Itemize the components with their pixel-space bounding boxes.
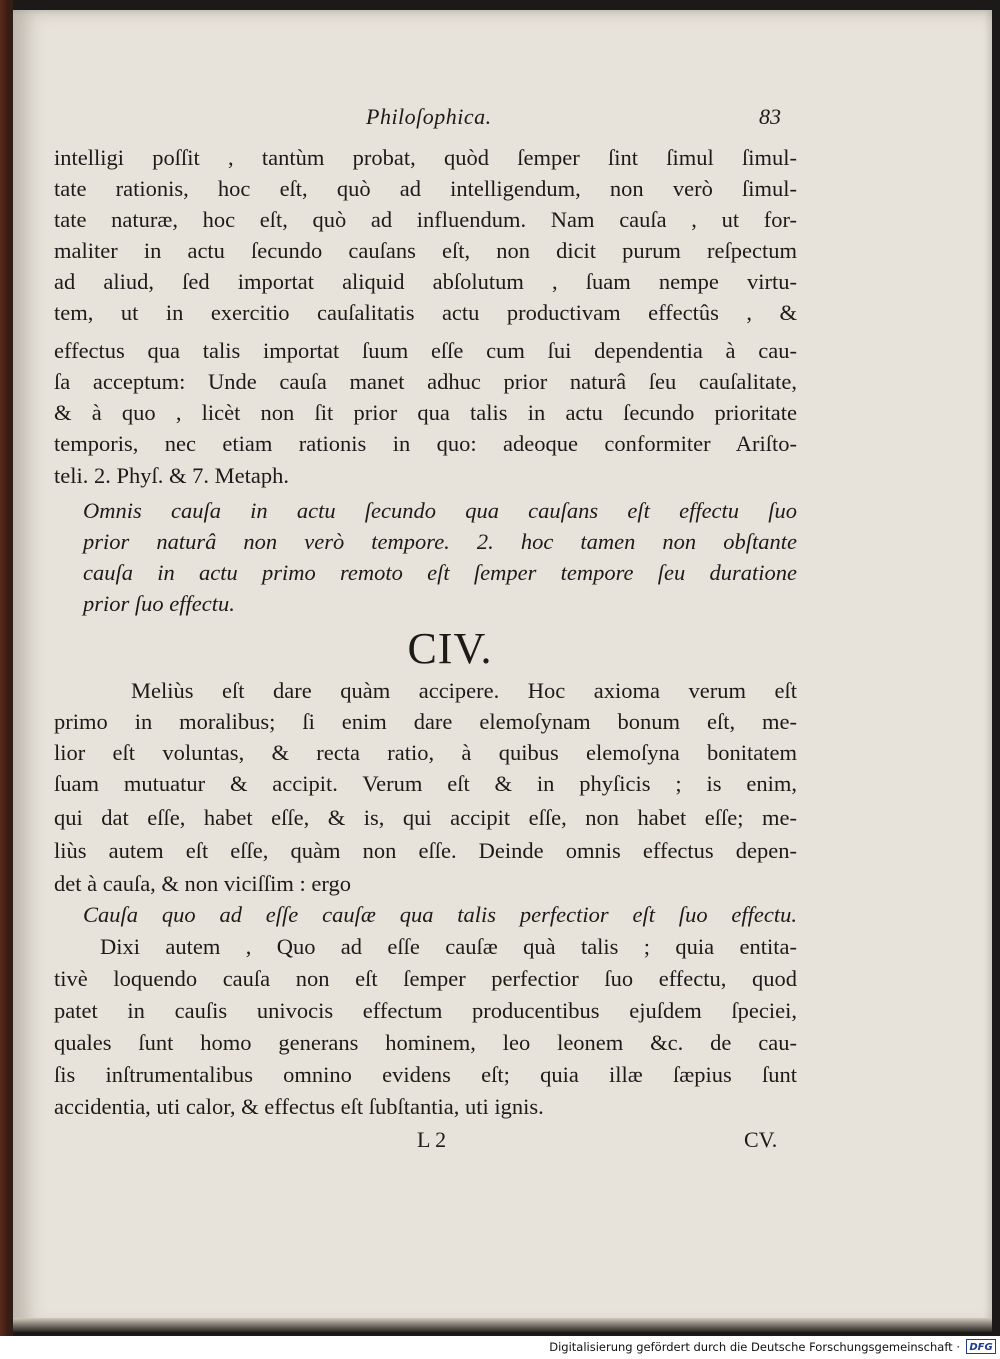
section-heading: CIV.: [407, 624, 493, 673]
text-line: quales ſunt homo generans hominem, leo leonem &c. de cau-: [54, 1030, 797, 1055]
text-line: maliter in actu ſecundo cauſans eſt, non dicit purum reſpectum: [54, 238, 797, 263]
page-number: 83: [759, 104, 781, 129]
text-line: patet in cauſis univocis effectum producentibus ejuſdem ſpeciei,: [54, 998, 797, 1023]
text-line: teli. 2. Phyſ. & 7. Metaph.: [54, 463, 289, 488]
text-line: accidentia, uti calor, & effectus eſt ſubſtantia, uti ignis.: [54, 1094, 544, 1119]
text-line: intelligi poſſit , tantùm probat, quòd ſemper ſint ſimul ſimul-: [54, 145, 797, 170]
text-line: tivè loquendo cauſa non eſt ſemper perfectior ſuo effectu, quod: [54, 966, 797, 991]
text-line: Meliùs eſt dare quàm accipere. Hoc axioma verum eſt: [131, 678, 797, 703]
text-line: Dixi autem , Quo ad eſſe cauſæ quà talis ; quia entita-: [100, 934, 797, 959]
running-head: Philoſophica.: [366, 104, 492, 129]
catchword: CV.: [744, 1127, 778, 1152]
text-line: effectus qua talis importat ſuum eſſe cum ſui dependentia à cau-: [54, 338, 797, 363]
text-line: tate naturæ, hoc eſt, quò ad influendum. Nam cauſa , ut for-: [54, 207, 797, 232]
book-binding-edge: [0, 0, 13, 1359]
text-line: temporis, nec etiam rationis in quo: adeoque conformiter Ariſto-: [54, 431, 797, 456]
text-line: det à cauſa, & non viciſſim : ergo: [54, 871, 352, 896]
text-line: lior eſt voluntas, & recta ratio, à quibus elemoſyna bonitatem: [54, 740, 797, 765]
credit-text: Digitalisierung gefördert durch die Deutsche Forschungsgemeinschaft ·: [549, 1340, 960, 1354]
text-line: liùs autem eſt eſſe, quàm non eſſe. Deinde omnis effectus depen-: [54, 838, 797, 863]
conclusion-line: prior naturâ non verò tempore. 2. hoc tamen non obſtante: [83, 529, 797, 554]
conclusion-line: prior ſuo effectu.: [83, 591, 235, 616]
text-line: tate rationis, hoc eſt, quò ad intelligendum, non verò ſimul-: [54, 176, 797, 201]
text-line: ſuam mutuatur & accipit. Verum eſt & in phyſicis ; is enim,: [54, 771, 797, 796]
signature-mark: L 2: [417, 1127, 447, 1152]
text-line: ſa acceptum: Unde cauſa manet adhuc prior naturâ ſeu cauſalitate,: [54, 369, 797, 394]
text-line: ſis inſtrumentalibus omnino evidens eſt; quia illæ ſæpius ſunt: [54, 1062, 797, 1087]
page-bottom-edge: [13, 1318, 992, 1332]
credit-bar: [0, 1336, 1000, 1359]
text-line: & à quo , licèt non ſit prior qua talis in actu ſecundo prioritate: [54, 400, 797, 425]
conclusion-line: Omnis cauſa in actu ſecundo qua cauſans eſt effectu ſuo: [83, 498, 797, 523]
text-line: qui dat eſſe, habet eſſe, & is, qui accipit eſſe, non habet eſſe; me-: [54, 805, 797, 830]
conclusion-line: cauſa in actu primo remoto eſt ſemper tempore ſeu duratione: [83, 560, 797, 585]
text-line: ad aliud, ſed importat aliquid abſolutum , ſuam nempe virtu-: [54, 269, 797, 294]
dfg-logo[interactable]: DFG: [966, 1339, 996, 1354]
text-line: tem, ut in exercitio cauſalitatis actu productivam effectûs , &: [54, 300, 797, 325]
text-line: primo in moralibus; ſi enim dare elemoſynam bonum eſt, me-: [54, 709, 797, 734]
conclusion-line: Cauſa quo ad eſſe cauſæ qua talis perfectior eſt ſuo effectu.: [83, 902, 797, 927]
